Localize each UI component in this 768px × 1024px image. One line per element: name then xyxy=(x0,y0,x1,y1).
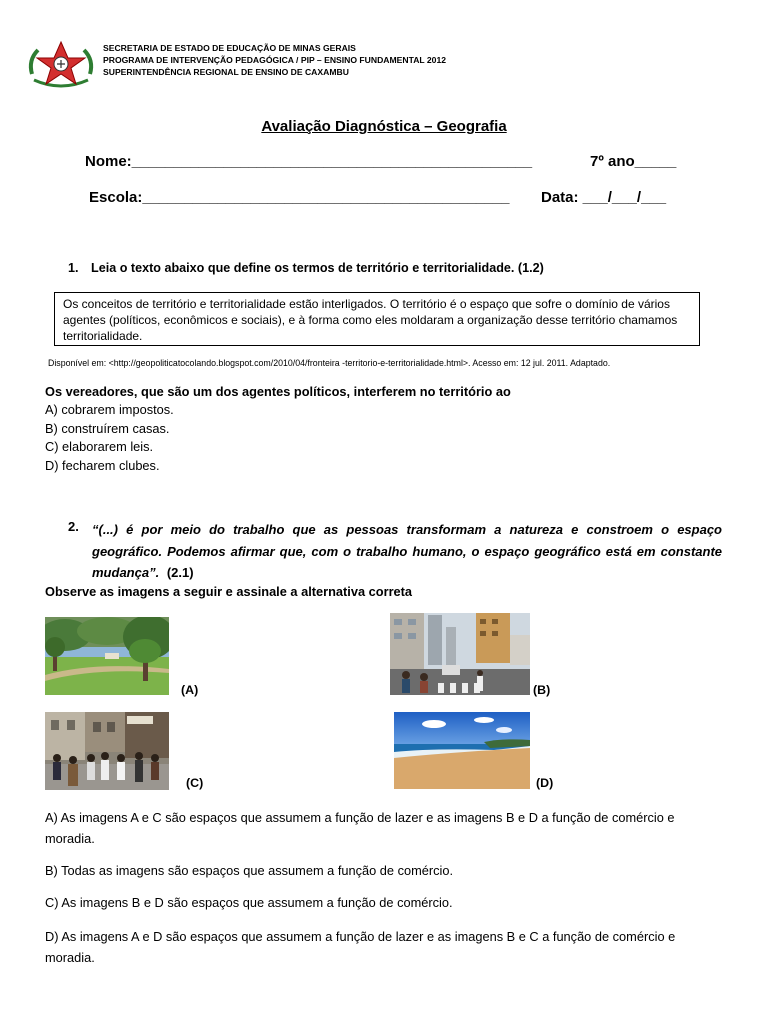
q2-quote: “(...) é por meio do trabalho que as pessoas transformam a natureza e constroem o espaço geográfico. Podemos afirmar que, com o trabalho humano, o espaço geográfico está em constante mudança”. xyxy=(92,522,722,580)
q2-code: (2.1) xyxy=(166,565,194,580)
q1-options xyxy=(45,401,174,475)
q1-question: Os vereadores, que são um dos agentes políticos, interferem no território ao xyxy=(45,384,511,399)
header-programa: PROGRAMA DE INTERVENÇÃO PEDAGÓGICA / PIP – ENSINO FUNDAMENTAL 2012 xyxy=(103,55,447,65)
school-field[interactable]: Escola:____________________________________________ xyxy=(89,189,510,206)
q1-option-a[interactable]: A) cobrarem impostos. xyxy=(45,402,174,417)
image-c-label: (C) xyxy=(186,776,204,790)
grade-field[interactable]: 7º ano_____ xyxy=(590,153,677,170)
q1-option-d[interactable]: D) fecharem clubes. xyxy=(45,457,160,473)
q2-answer-a[interactable]: A) As imagens A e C são espaços que assumem a função de lazer e as imagens B e D a função de comércio e moradia. xyxy=(45,810,675,846)
header-superintendencia: SUPERINTENDÊNCIA REGIONAL DE ENSINO DE CAXAMBU xyxy=(103,67,349,77)
q2-number: 2. xyxy=(68,519,79,534)
image-a-park xyxy=(45,617,169,695)
q2-answer-c[interactable]: C) As imagens B e D são espaços que assumem a função de comércio. xyxy=(45,895,453,910)
q1-heading: Leia o texto abaixo que define os termos de território e territorialidade. (1.2) xyxy=(91,261,544,275)
state-seal-logo xyxy=(24,40,98,92)
q1-option-b[interactable]: B) construírem casas. xyxy=(45,420,170,436)
name-field[interactable]: Nome:________________________________________________ xyxy=(85,153,533,170)
date-field[interactable]: Data: ___/___/___ xyxy=(541,189,667,206)
definition-box xyxy=(54,292,700,346)
page-title: Avaliação Diagnóstica – Geografia xyxy=(261,118,507,135)
source-citation: Disponível em: <http://geopoliticatocolando.blogspot.com/2010/04/fronteira -territorio-e-territorialidade.html>. Acesso em: 12 jul. 2011. Adaptado. xyxy=(48,358,611,368)
image-b-city-street xyxy=(390,613,530,695)
image-c-crowded-street xyxy=(45,712,169,790)
q2-answer-b[interactable]: B) Todas as imagens são espaços que assumem a função de comércio. xyxy=(45,863,454,878)
header-secretaria: SECRETARIA DE ESTADO DE EDUCAÇÃO DE MINAS GERAIS xyxy=(103,43,356,53)
definition-text: Os conceitos de território e territorialidade estão interligados. O território é o espaço que sofre o domínio de vários agentes (políticos, econômicos e sociais), e à forma como eles moldaram a organização desse território chamamos territorialidade. xyxy=(63,297,678,343)
q2-quote-block xyxy=(92,519,722,584)
image-a-label: (A) xyxy=(181,683,199,697)
q1-option-c[interactable]: C) elaborarem leis. xyxy=(45,439,154,454)
image-d-label: (D) xyxy=(536,776,554,790)
q1-number: 1. xyxy=(68,261,79,275)
q2-answer-d[interactable]: D) As imagens A e D são espaços que assumem a função de lazer e as imagens B e C a função de comércio e moradia. xyxy=(45,929,676,965)
image-b-label: (B) xyxy=(533,683,551,697)
image-d-beach xyxy=(394,712,530,789)
q2-instruction: Observe as imagens a seguir e assinale a alternativa correta xyxy=(45,584,413,599)
